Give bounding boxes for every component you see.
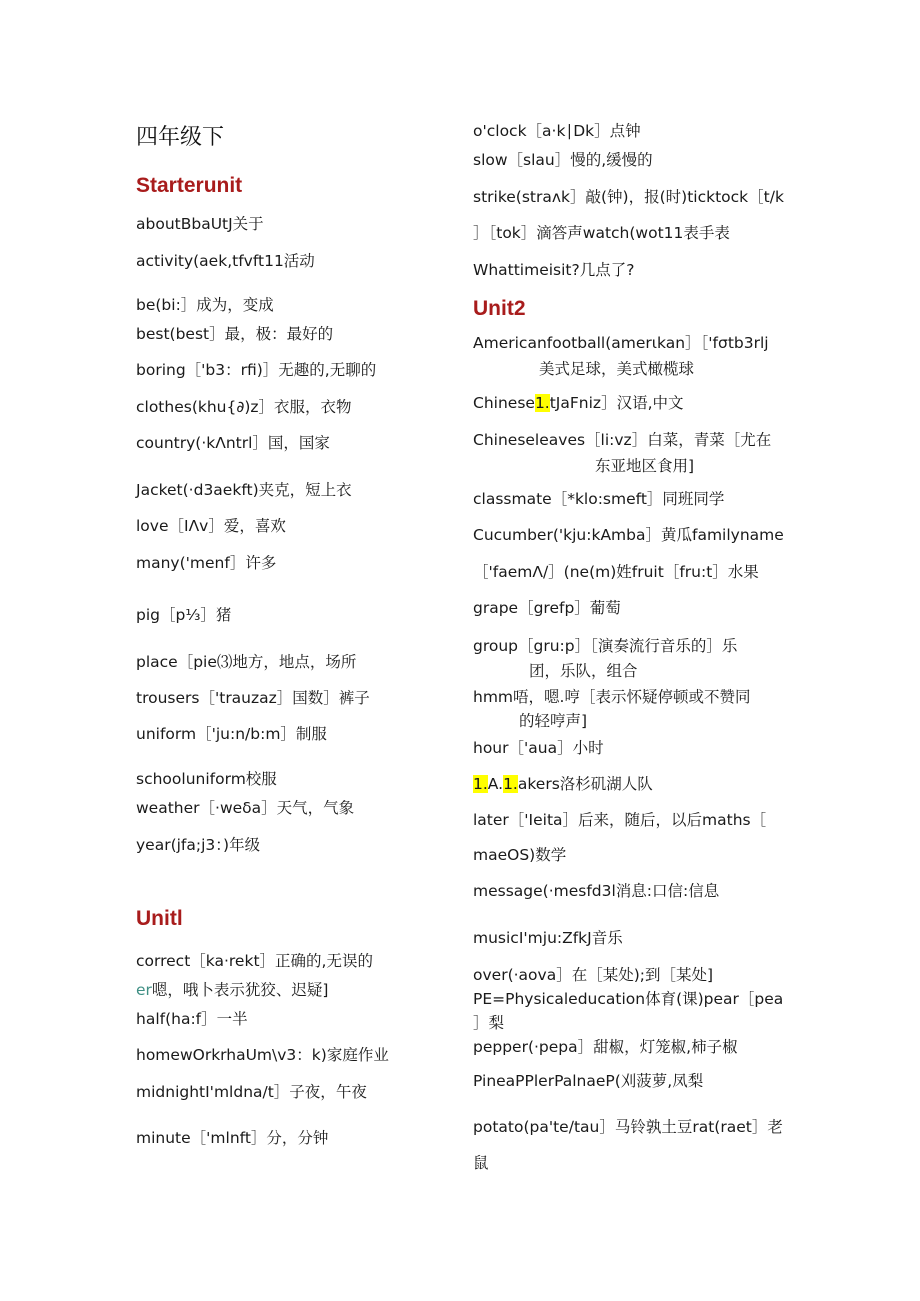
vocab-entry: schooluniform校服 xyxy=(136,770,277,788)
vocab-entry: half(ha:f］一半 xyxy=(136,1010,248,1028)
section-heading-unit2: Unit2 xyxy=(473,297,526,320)
vocab-entry-text: akers洛杉矶湖人队 xyxy=(517,775,653,793)
vocab-entry: group［gru:p］［演奏流行音乐的］乐 xyxy=(473,637,738,655)
vocab-entry: hour［'aua］小时 xyxy=(473,739,604,757)
vocab-entry: later［'Ieita］后来，随后，以后maths［ xyxy=(473,811,767,829)
highlight-mark: 1. xyxy=(503,775,518,793)
vocab-entry: minute［'mlnft］分，分钟 xyxy=(136,1129,329,1147)
vocab-entry: ］［tok］滴答声watch(wot11表手表 xyxy=(473,224,730,242)
vocab-entry: ［'faemΛ∕］(ne(m)姓fruit［fru:t］水果 xyxy=(473,563,759,581)
vocab-entry: year(jfa;j3：)年级 xyxy=(136,836,261,854)
highlight-mark: 1. xyxy=(473,775,488,793)
vocab-entry: best(best］最，极：最好的 xyxy=(136,325,334,343)
vocab-entry: PE=Physicaleducation体育(课)pear［pea xyxy=(473,990,784,1008)
vocab-entry: musicI'mju:ZfkJ音乐 xyxy=(473,929,623,947)
vocab-entry: hmm唔，嗯.哼［表示怀疑停顿或不赞同 xyxy=(473,688,751,706)
vocab-entry: uniform［'ju:n/b:m］制服 xyxy=(136,725,327,743)
vocab-entry: midnightI'mldna/t］子夜，午夜 xyxy=(136,1083,367,1101)
vocab-entry-continuation: 的轻哼声] xyxy=(519,712,588,730)
vocab-entry-continuation: 团，乐队，组合 xyxy=(529,662,638,680)
vocab-entry: boring［'b3：rfi)］无趣的,无聊的 xyxy=(136,361,377,379)
vocab-entry: trousers［'trauzaz］国数］裤子 xyxy=(136,689,370,707)
vocab-entry: activity(aek,tfvft11活动 xyxy=(136,252,315,270)
la-mid: A. xyxy=(487,775,504,793)
vocab-entry: weather［·weδa］天气，气象 xyxy=(136,799,355,817)
er-prefix: er xyxy=(136,981,152,999)
vocab-entry: country(·kΛntrl］国，国家 xyxy=(136,434,330,452)
vocab-entry: grape［grefp］葡萄 xyxy=(473,599,621,617)
vocab-entry: place［pie⑶地方，地点，场所 xyxy=(136,653,357,671)
vocab-entry: strike(straʌk］敲(钟)，报(时)ticktock［t∕k xyxy=(473,188,784,206)
vocab-entry-continuation: maeOS)数学 xyxy=(473,846,567,864)
vocab-entry: PineaPPlerPalnaeP(刈菠萝,凤梨 xyxy=(473,1072,704,1090)
vocab-entry: Cucumber('kju:kAmba］黄瓜familyname xyxy=(473,526,784,544)
section-heading-starter-unit: Starterunit xyxy=(136,174,243,197)
vocab-entry: pig［p⅓］猪 xyxy=(136,606,232,624)
vocab-entry-continuation: 鼠 xyxy=(473,1154,489,1172)
vocab-entry: o'clock［a·k∣Dk］点钟 xyxy=(473,122,641,140)
vocab-entry xyxy=(473,392,684,414)
vocab-entry: slow［slau］慢的,缓慢的 xyxy=(473,151,653,169)
vocab-entry: message(·mesfd3l消息:口信:信息 xyxy=(473,882,720,900)
chinese-prefix: Chinese xyxy=(473,394,535,412)
vocab-entry: Jacket(·d3aekft)夹克，短上衣 xyxy=(136,481,352,499)
section-heading-unit1: Unitl xyxy=(136,907,183,930)
vocab-entry: Whattimeisit?几点了? xyxy=(473,261,635,279)
vocab-entry: over(·aova］在［某处);到［某处] xyxy=(473,966,714,984)
vocab-entry: classmate［*klo:smeft］同班同学 xyxy=(473,490,725,508)
vocab-entry: many('menf］许多 xyxy=(136,554,277,572)
vocab-entry: clothes(khu{∂)z］衣服，衣物 xyxy=(136,398,352,416)
vocab-entry: Chineseleaves［li:vz］白菜，青菜［尤在 xyxy=(473,431,772,449)
vocab-entry: aboutBbaUtJ关于 xyxy=(136,215,264,233)
vocab-entry: love［IΛv］爱，喜欢 xyxy=(136,517,286,535)
vocab-entry-text: 嗯，哦卜表示犹狡、迟疑] xyxy=(151,981,329,999)
vocab-entry-continuation: 美式足球，美式橄榄球 xyxy=(539,360,695,378)
vocab-entry-continuation: ］梨 xyxy=(473,1014,505,1032)
vocab-entry: be(bi:］成为，变成 xyxy=(136,296,274,314)
vocab-entry: pepper(·pepa］甜椒，灯笼椒,柿子椒 xyxy=(473,1038,738,1056)
vocab-entry: Americanfootball(amerιkan］［'fσtb3rlj xyxy=(473,334,769,352)
vocab-entry: correct［ka·rekt］正确的,无误的 xyxy=(136,952,373,970)
vocab-entry: potato(pa'te∕tau］马铃孰土豆rat(raet］老 xyxy=(473,1118,783,1136)
page-title: 四年级下 xyxy=(136,125,225,150)
vocab-entry xyxy=(473,773,653,795)
vocab-entry-continuation: 东亚地区食用] xyxy=(595,457,695,475)
vocab-entry: homewOrkrhaUm\v3：k)家庭作业 xyxy=(136,1046,389,1064)
highlight-mark: 1. xyxy=(534,394,550,412)
vocab-entry-text: tJaFniz］汉语,中文 xyxy=(549,394,684,412)
vocab-entry xyxy=(136,979,328,1001)
